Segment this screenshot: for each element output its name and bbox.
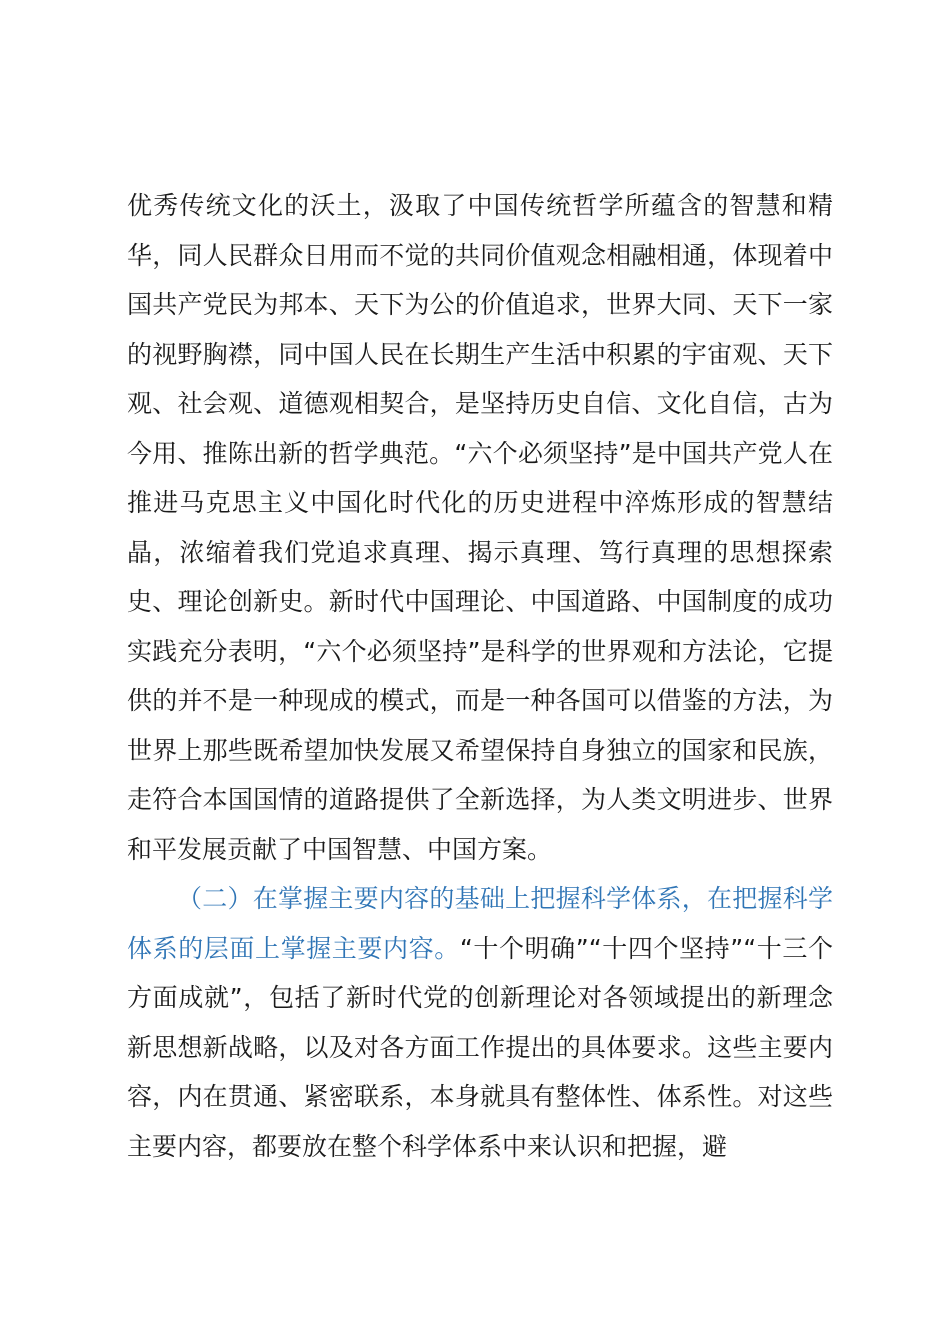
paragraph-continuation: 优秀传统文化的沃土，汲取了中国传统哲学所蕴含的智慧和精华，同人民群众日用而不觉的共同价值观念相融相通，体现着中国共产党民为邦本、天下为公的价值追求，世界大同、天下一家的视野胸襟，同中国人民在长期生产生活中积累的宇宙观、天下观、社会观、道德观相契合，是坚持历史自信、文化自信，古为今用、推陈出新的哲学典范。“六个必须坚持”是中国共产党人在推进马克思主义中国化时代化的历史进程中淬炼形成的智慧结晶，浓缩着我们党追求真理、揭示真理、笃行真理的思想探索史、理论创新史。新时代中国理论、中国道路、中国制度的成功实践充分表明，“六个必须坚持”是科学的世界观和方法论，它提供的并不是一种现成的模式，而是一种各国可以借鉴的方法，为世界上那些既希望加快发展又希望保持自身独立的国家和民族，走符合本国国情的道路提供了全新选择，为人类文明进步、世界和平发展贡献了中国智慧、中国方案。	[127, 191, 833, 864]
document-body	[127, 181, 833, 1171]
section-body: “十个明确”“十四个坚持”“十三个方面成就”，包括了新时代党的创新理论对各领域提出的新理念新思想新战略，以及对各方面工作提出的具体要求。这些主要内容，内在贯通、紧密联系，本身就具有整体性、体系性。对这些主要内容，都要放在整个科学体系中来认识和把握，避	[127, 933, 833, 1161]
paragraph-section-two	[127, 874, 833, 1171]
section-heading: （二）在掌握主要内容的基础上把握科学体系，在把握科学体系的层面上掌握主要内容。	[127, 884, 833, 963]
